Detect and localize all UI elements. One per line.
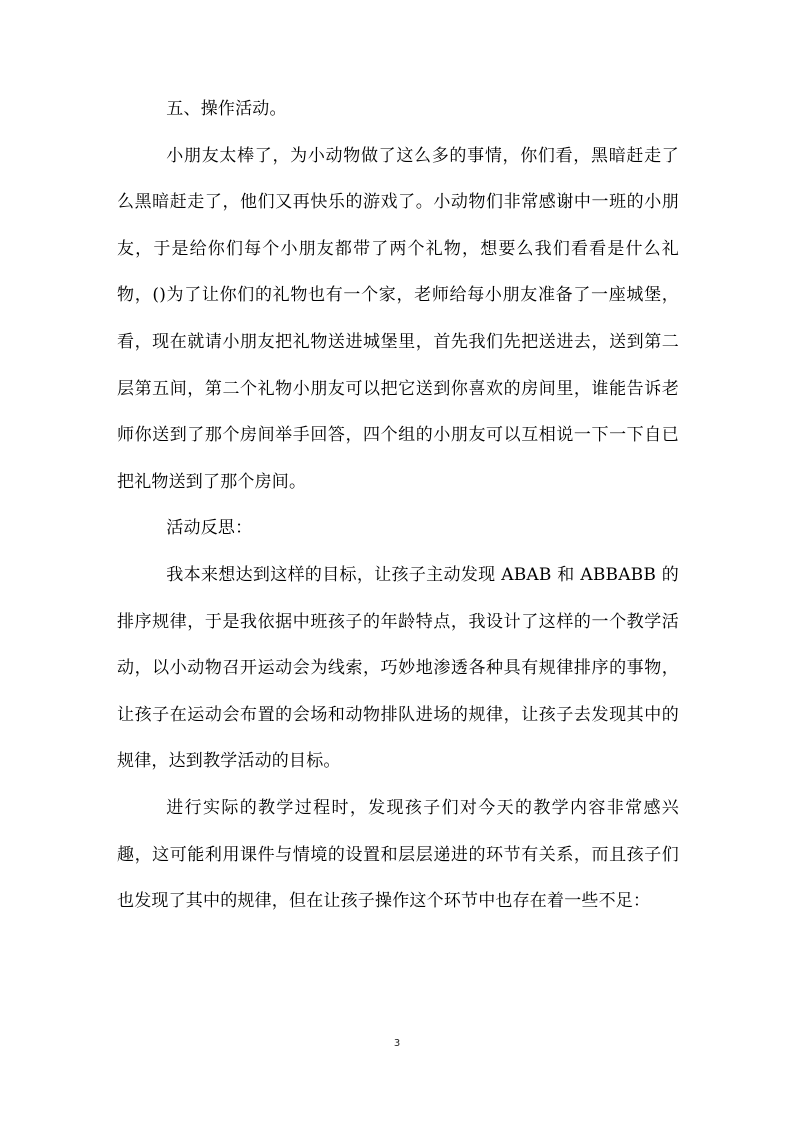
paragraph-reflection-process: 进行实际的教学过程时，发现孩子们对今天的教学内容非常感兴趣，这可能利用课件与情境的设置和层层递进的环节有关系，而且孩子们也发现了其中的规律，但在让孩子操作这个环节中也存在着一些不足： [117,797,679,912]
page-number: 3 [393,1038,401,1049]
section-heading-operation-activity: 五、操作活动。 [166,99,287,119]
paragraph-reflection-goal: 我本来想达到这样的目标，让孩子主动发现 ABAB 和 ABBABB 的排序规律，于是我依据中班孩子的年龄特点，我设计了这样的一个教学活动，以小动物召开运动会为线索，巧妙地渗透各种具有规律排序的事物，让孩子在运动会布置的会场和动物排队进场的规律，让孩子去发现其中的规律，达到教学活动的目标。 [117,564,679,772]
document-body [117,86,679,925]
section-heading-reflection: 活动反思： [166,518,253,539]
paragraph-operation-activity: 小朋友太棒了，为小动物做了这么多的事情，你们看，黑暗赶走了么黑暗赶走了，他们又再快乐的游戏了。小动物们非常感谢中一班的小朋友，于是给你们每个小朋友都带了两个礼物，想要么我们看看是什么礼物，()为了让你们的礼物也有一个家，老师给每小朋友准备了一座城堡，看，现在就请小朋友把礼物送进城堡里，首先我们先把送进去，送到第二层第五间，第二个礼物小朋友可以把它送到你喜欢的房间里，谁能告诉老师你送到了那个房间举手回答，四个组的小朋友可以互相说一下一下自已把礼物送到了那个房间。 [117,145,679,492]
